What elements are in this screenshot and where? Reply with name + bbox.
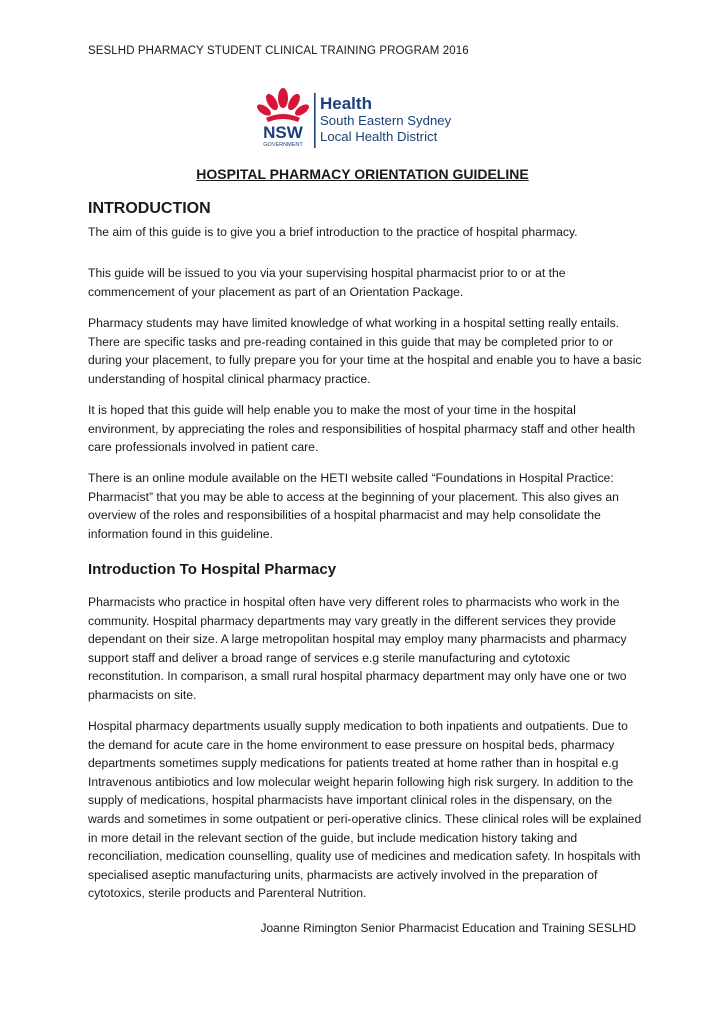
nsw-wordmark: NSW — [263, 123, 303, 142]
author-footer: Joanne Rimington Senior Pharmacist Education and Training SESLHD — [260, 921, 636, 935]
intro-paragraph: There is an online module available on the HETI website called “Foundations in Hospital Practice: Pharmacist” that you may be able to access at the beginning of your placement. This also gives an overview of the roles and responsibilities of a hospital pharmacist and may help consolidate the information found in this guideline. — [88, 471, 619, 541]
logo-text-block — [320, 94, 451, 144]
government-label: GOVERNMENT — [263, 142, 303, 148]
intro-paragraph: Pharmacy students may have limited knowledge of what working in a hospital setting really entails. There are specific tasks and pre-reading contained in this guide that may be completed prior to or during your placement, to fully prepare you for your time at the hospital and enable you to have a basic understanding of hospital clinical pharmacy practice. — [88, 316, 642, 386]
introduction-heading: INTRODUCTION — [88, 200, 211, 217]
intro-paragraph: The aim of this guide is to give you a brief introduction to the practice of hospital pharmacy. — [88, 225, 578, 239]
document-title: HOSPITAL PHARMACY ORIENTATION GUIDELINE — [196, 166, 529, 182]
running-header: SESLHD PHARMACY STUDENT CLINICAL TRAINING PROGRAM 2016 — [88, 45, 469, 57]
hospital-paragraph: Pharmacists who practice in hospital often have very different roles to pharmacists who work in the community. Hospital pharmacy departments may vary greatly in the different services they provide dependant on their size. A large metropolitan hospital may employ many pharmacists and pharmacy support staff and deliver a broad range of services e.g sterile manufacturing and cytotoxic reconstitution. In comparison, a small rural hospital pharmacy department may only have one or two pharmacists on site. — [88, 595, 627, 702]
district-line-1: South Eastern Sydney — [320, 113, 452, 128]
health-label: Health — [320, 94, 372, 113]
waratah-icon — [255, 88, 311, 122]
district-line-2: Local Health District — [320, 128, 438, 144]
intro-paragraph: This guide will be issued to you via your supervising hospital pharmacist prior to or at the commencement of your placement as part of an Orientation Package. — [88, 266, 566, 299]
hospital-pharmacy-heading: Introduction To Hospital Pharmacy — [88, 561, 337, 578]
hospital-paragraph: Hospital pharmacy departments usually supply medication to both inpatients and outpatients. Due to the demand for acute care in the home environment to ease pressure on hospital beds, pharmacy departments sometimes supply medications for patients treated at home rather than in hospital e.g Intravenous antibiotics and low molecular weight heparin following high risk surgery. In addition to the supply of medications, hospital pharmacists have important clinical roles in the dispensary, on the wards and sometimes in some outpatient or peri-operative clinics. These clinical roles will be explained in more detail in the relevant section of the guide, but include medication history taking and reconciliation, medication counselling, quality use of medicines and medication safety. In hospitals with specialised aseptic manufacturing units, pharmacists are actively involved in the preparation of cytotoxics, sterile products and Parenteral Nutrition. — [88, 719, 642, 901]
intro-paragraph: It is hoped that this guide will help enable you to make the most of your time in the hospital environment, by appreciating the roles and responsibilities of hospital pharmacy staff and other health care professionals involved in patient care. — [88, 403, 636, 455]
logo-divider — [314, 93, 316, 148]
